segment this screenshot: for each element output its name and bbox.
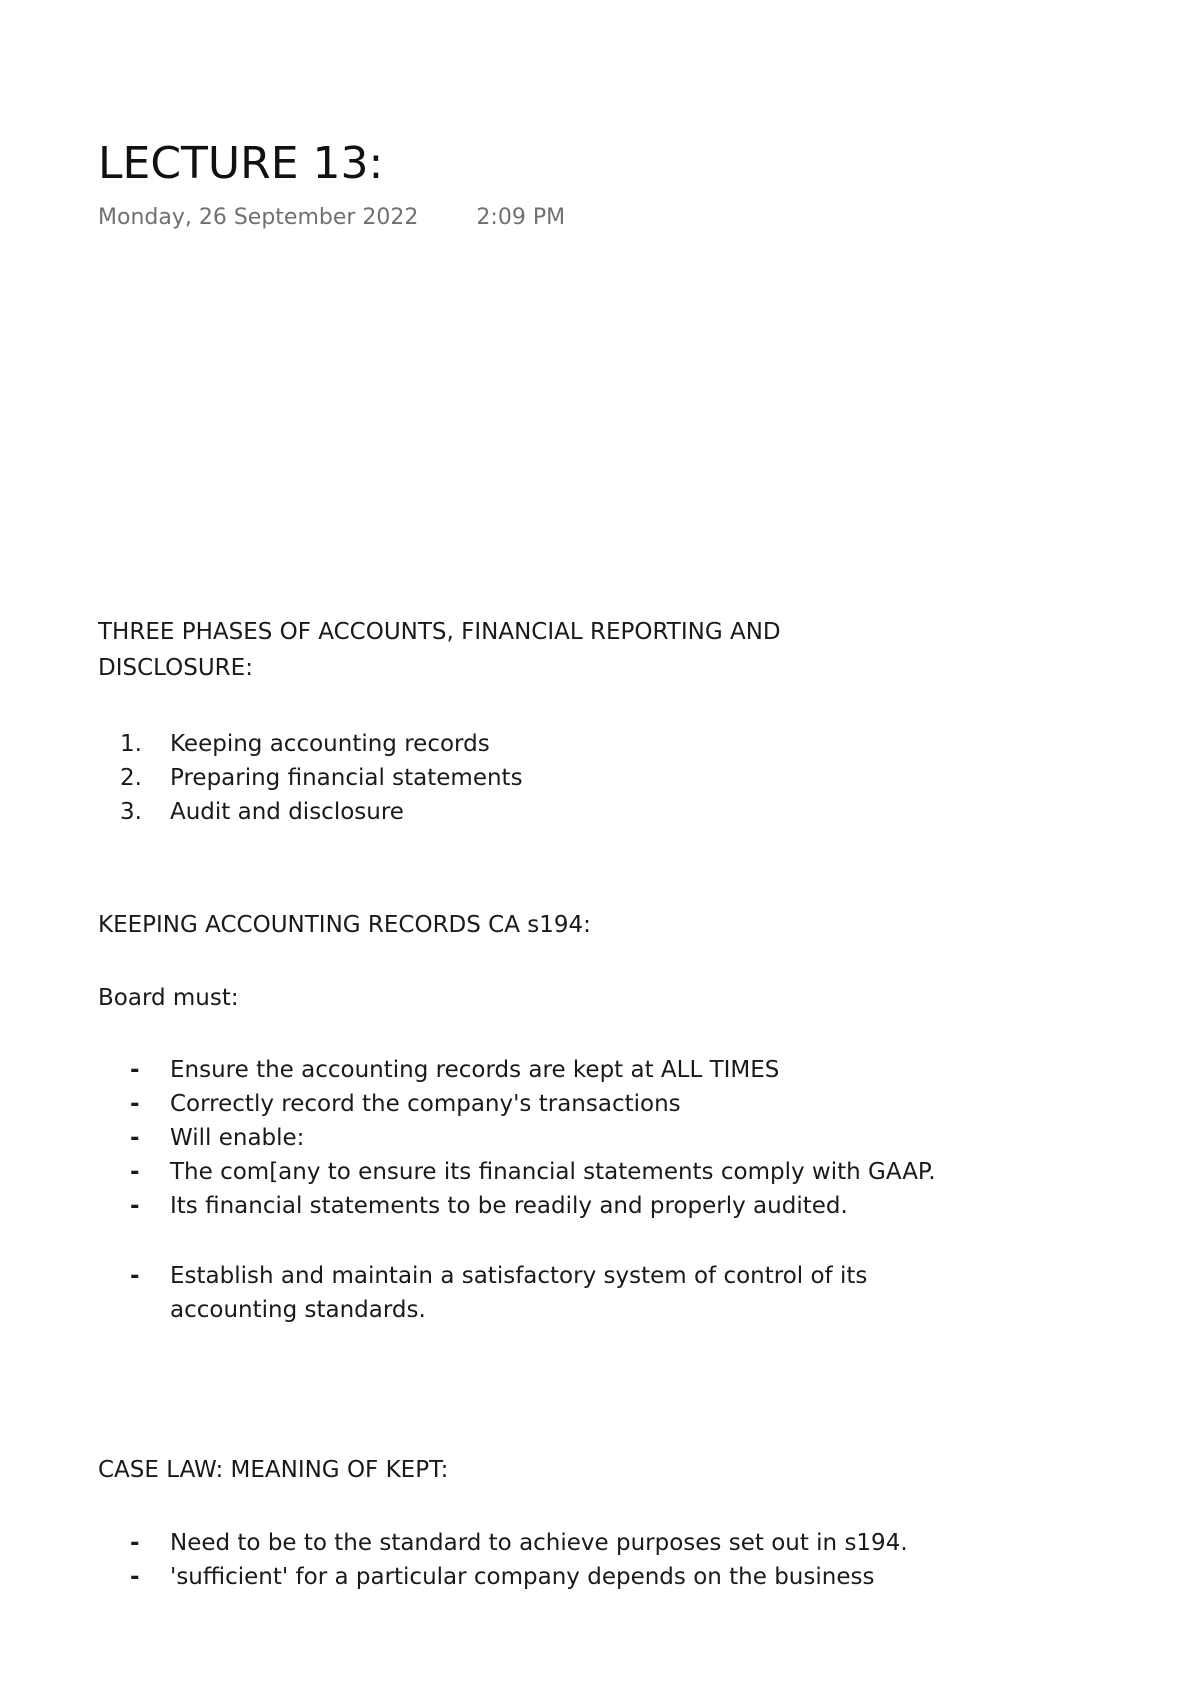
keeping-intro: Board must: (98, 985, 239, 1011)
case-law-list (98, 1526, 990, 1594)
list-item-text: Its financial statements to be readily and properly audited. (170, 1193, 848, 1219)
phases-heading-line1: THREE PHASES OF ACCOUNTS, FINANCIAL REPORTING AND (98, 619, 781, 645)
list-dash: - (130, 1091, 140, 1117)
list-dash: - (130, 1159, 140, 1185)
list-item-text: Correctly record the company's transactions (170, 1091, 681, 1117)
list-dash: - (130, 1263, 140, 1289)
list-dash: - (130, 1564, 140, 1590)
list-dash: - (130, 1057, 140, 1083)
list-item-text: 'sufficient' for a particular company depends on the business (170, 1564, 875, 1590)
list-item (98, 1053, 990, 1087)
page-title: LECTURE 13: (98, 138, 384, 189)
list-item (98, 1560, 990, 1594)
list-item-text: Need to be to the standard to achieve purposes set out in s194. (170, 1530, 908, 1556)
list-item (98, 1526, 990, 1560)
list-item-text: Ensure the accounting records are kept at ALL TIMES (170, 1057, 780, 1083)
list-item (98, 1155, 990, 1189)
list-number: 3. (120, 799, 142, 825)
list-dash: - (130, 1125, 140, 1151)
list-item-text: Keeping accounting records (170, 731, 490, 757)
note-timestamp (98, 205, 565, 230)
note-date: Monday, 26 September 2022 (98, 205, 419, 230)
list-item (98, 727, 990, 761)
list-item (98, 795, 990, 829)
list-item-text: Establish and maintain a satisfactory system of control of its accounting standards. (170, 1263, 868, 1323)
case-law-heading: CASE LAW: MEANING OF KEPT: (98, 1457, 449, 1483)
phases-heading-line2: DISCLOSURE: (98, 655, 253, 681)
list-number: 1. (120, 731, 142, 757)
phases-list (98, 727, 990, 829)
list-spacer (98, 1223, 990, 1259)
list-dash: - (130, 1193, 140, 1219)
list-item-text: The com[any to ensure its financial statements comply with GAAP. (170, 1159, 936, 1185)
phases-heading (98, 614, 781, 686)
keeping-list (98, 1053, 990, 1327)
list-number: 2. (120, 765, 142, 791)
list-item-text: Will enable: (170, 1125, 305, 1151)
list-dash: - (130, 1530, 140, 1556)
list-item-text: Preparing financial statements (170, 765, 523, 791)
list-item-text: Audit and disclosure (170, 799, 404, 825)
list-item (98, 1189, 990, 1223)
list-item (98, 1087, 990, 1121)
list-item (98, 1121, 990, 1155)
note-time: 2:09 PM (476, 205, 566, 230)
list-item (98, 1259, 990, 1327)
keeping-heading: KEEPING ACCOUNTING RECORDS CA s194: (98, 912, 591, 938)
list-item (98, 761, 990, 795)
